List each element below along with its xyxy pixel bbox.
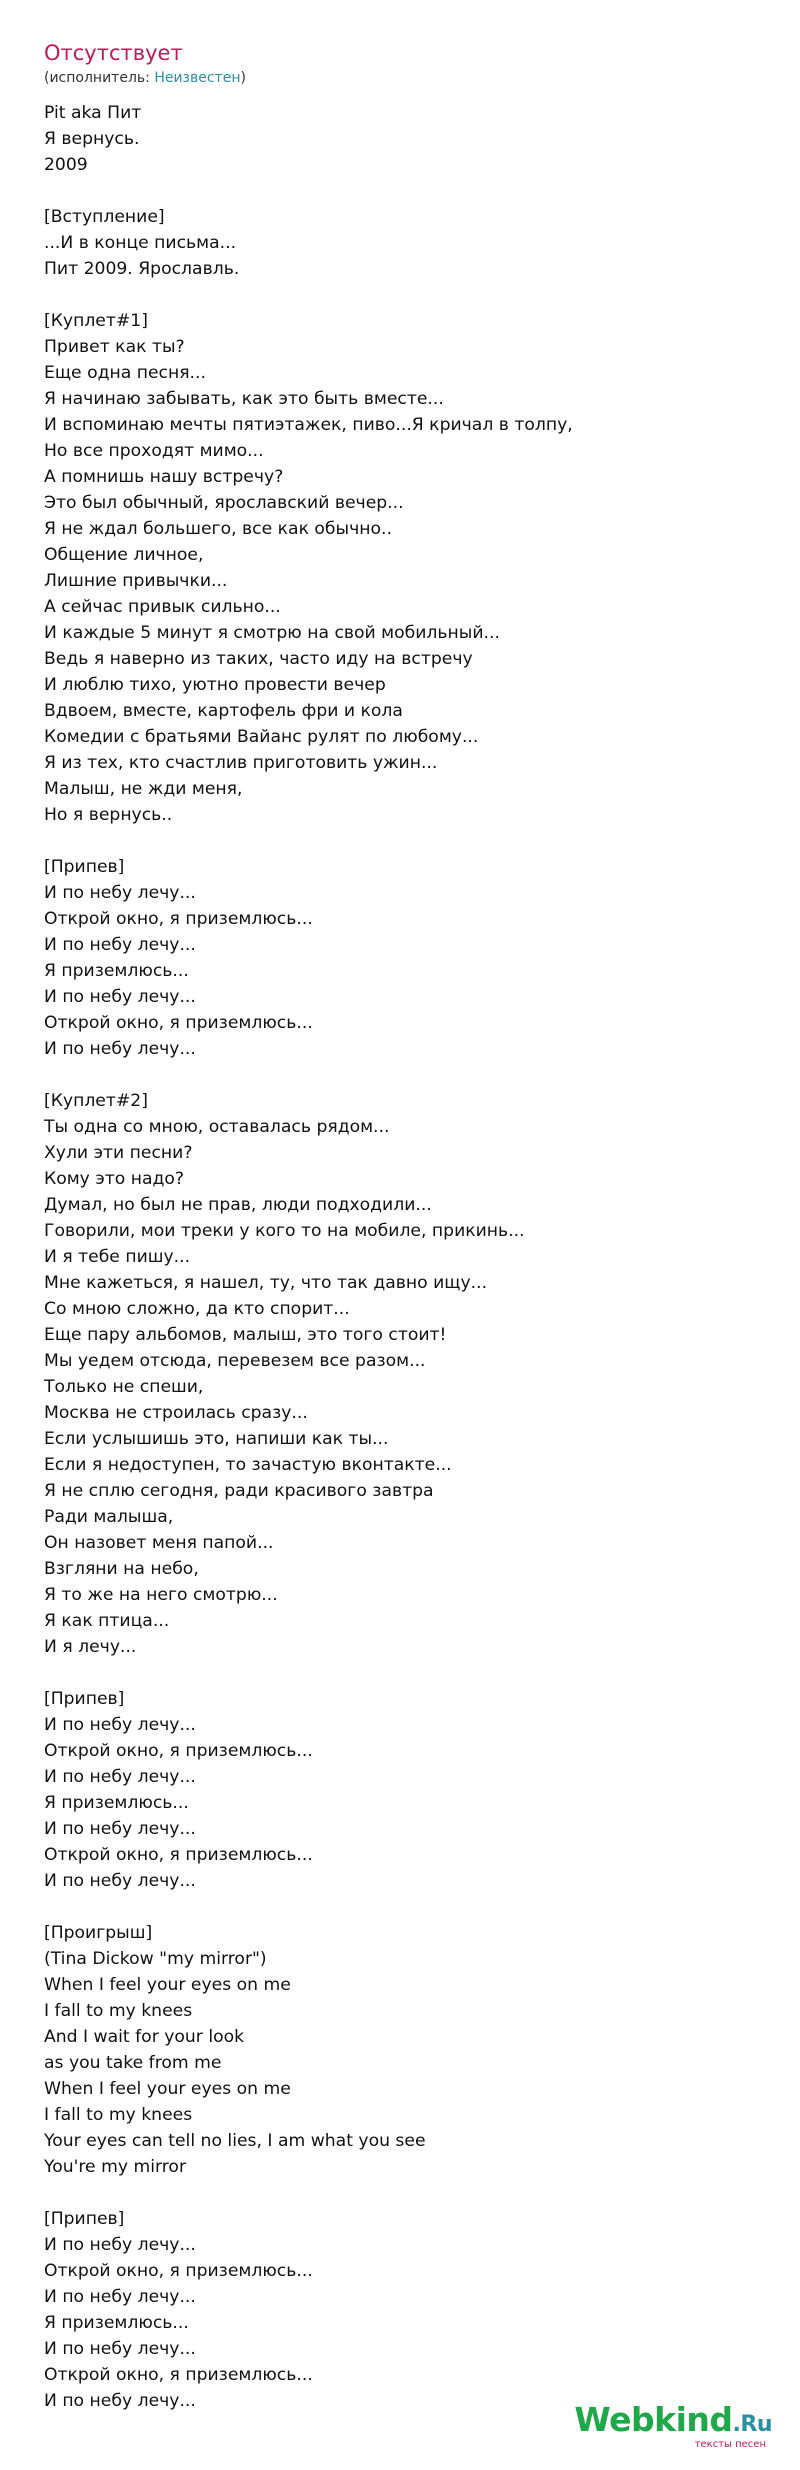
lyric-line: Я не ждал большего, все как обычно.. xyxy=(44,519,392,539)
lyric-line: Привет как ты? xyxy=(44,337,185,357)
lyric-line: Еще пару альбомов, малыш, это того стоит! xyxy=(44,1325,447,1345)
lyric-line: Открой окно, я приземлюсь... xyxy=(44,909,313,929)
artist-suffix: ) xyxy=(240,70,246,86)
lyric-line: Общение личное, xyxy=(44,545,204,565)
song-title: Отсутствует xyxy=(44,41,183,65)
lyric-line: Я вернусь. xyxy=(44,129,140,149)
lyric-line: [Куплет#1] xyxy=(44,311,148,331)
lyric-line: When I feel your eyes on me xyxy=(44,1975,291,1995)
lyric-line: Ведь я наверно из таких, часто иду на встречу xyxy=(44,649,473,669)
lyric-line: [Припев] xyxy=(44,1689,125,1709)
lyric-line: И по небу лечу... xyxy=(44,2287,196,2307)
lyric-line: Но я вернусь.. xyxy=(44,805,173,825)
lyric-blank-line xyxy=(44,282,764,308)
lyric-line: Your eyes can tell no lies, I am what you see xyxy=(44,2131,426,2151)
lyric-line: Еще одна песня... xyxy=(44,363,206,383)
lyric-blank-line xyxy=(44,1062,764,1088)
lyric-line: И по небу лечу... xyxy=(44,1767,196,1787)
lyric-line: И вспоминаю мечты пятиэтажек, пиво...Я кричал в толпу, xyxy=(44,415,573,435)
lyric-line: Я из тех, кто счастлив приготовить ужин... xyxy=(44,753,438,773)
lyric-line: И я тебе пишу... xyxy=(44,1247,191,1267)
lyric-line: Пит 2009. Ярославль. xyxy=(44,259,240,279)
lyric-line: Я начинаю забывать, как это быть вместе... xyxy=(44,389,444,409)
lyric-line: When I feel your eyes on me xyxy=(44,2079,291,2099)
lyric-line: ...И в конце письма... xyxy=(44,233,237,253)
lyric-line: [Припев] xyxy=(44,857,125,877)
lyric-line: И по небу лечу... xyxy=(44,935,196,955)
lyric-line: Мы уедем отсюда, перевезем все разом... xyxy=(44,1351,426,1371)
lyric-line: И по небу лечу... xyxy=(44,2339,196,2359)
lyric-line: [Вступление] xyxy=(44,207,165,227)
lyric-line: Только не спеши, xyxy=(44,1377,204,1397)
lyric-line: (Tina Dickow "my mirror") xyxy=(44,1949,267,1969)
logo-tld: .Ru xyxy=(732,2412,772,2437)
lyric-line: Москва не строилась сразу... xyxy=(44,1403,308,1423)
lyric-line: Мне кажеться, я нашел, ту, что так давно ищу... xyxy=(44,1273,488,1293)
lyric-line: Вдвоем, вместе, картофель фри и кола xyxy=(44,701,403,721)
lyric-line: И по небу лечу... xyxy=(44,1039,196,1059)
lyric-line: Хули эти песни? xyxy=(44,1143,193,1163)
lyric-line: [Проигрыш] xyxy=(44,1923,153,1943)
lyric-line: Если я недоступен, то зачастую вконтакте... xyxy=(44,1455,452,1475)
lyric-blank-line xyxy=(44,828,764,854)
logo-main-text: Webkind xyxy=(574,2400,733,2439)
lyric-line: [Куплет#2] xyxy=(44,1091,148,1111)
lyric-line: Взгляни на небо, xyxy=(44,1559,199,1579)
lyrics-text xyxy=(44,100,764,2414)
lyric-line: Pit aka Пит xyxy=(44,103,142,123)
lyric-line: And I wait for your look xyxy=(44,2027,245,2047)
lyric-line: А сейчас привык сильно... xyxy=(44,597,281,617)
lyric-line: Ты одна со мною, оставалась рядом... xyxy=(44,1117,390,1137)
lyric-line: И по небу лечу... xyxy=(44,883,196,903)
lyric-line: Думал, но был не прав, люди подходили... xyxy=(44,1195,432,1215)
lyric-line: Открой окно, я приземлюсь... xyxy=(44,1013,313,1033)
lyric-line: Кому это надо? xyxy=(44,1169,185,1189)
lyric-line: Я приземлюсь... xyxy=(44,961,189,981)
logo-wordmark xyxy=(572,2402,772,2443)
lyric-line: Но все проходят мимо... xyxy=(44,441,264,461)
artist-link[interactable]: Неизвестен xyxy=(154,70,241,86)
lyric-line: Это был обычный, ярославский вечер... xyxy=(44,493,404,513)
lyric-line: I fall to my knees xyxy=(44,2001,193,2021)
lyric-line: Открой окно, я приземлюсь... xyxy=(44,2261,313,2281)
lyric-line: 2009 xyxy=(44,155,88,175)
lyric-line: I fall to my knees xyxy=(44,2105,193,2125)
lyric-line: as you take from me xyxy=(44,2053,222,2073)
site-logo[interactable] xyxy=(572,2402,772,2450)
lyric-line: Комедии с братьями Вайанс рулят по любому... xyxy=(44,727,479,747)
lyric-line: И по небу лечу... xyxy=(44,1715,196,1735)
lyric-line: И по небу лечу... xyxy=(44,1871,196,1891)
lyric-blank-line xyxy=(44,1894,764,1920)
lyric-blank-line xyxy=(44,178,764,204)
lyric-line: Ради малыша, xyxy=(44,1507,174,1527)
lyric-line: Со мною сложно, да кто спорит... xyxy=(44,1299,350,1319)
lyric-line: И по небу лечу... xyxy=(44,987,196,1007)
lyric-blank-line xyxy=(44,2180,764,2206)
lyric-line: You're my mirror xyxy=(44,2157,187,2177)
lyric-line: Я приземлюсь... xyxy=(44,1793,189,1813)
lyric-line: Он назовет меня папой... xyxy=(44,1533,274,1553)
lyric-line: Малыш, не жди меня, xyxy=(44,779,243,799)
lyric-line: И по небу лечу... xyxy=(44,2235,196,2255)
logo-subtitle: тексты песен xyxy=(694,2439,766,2450)
lyric-line: И каждые 5 минут я смотрю на свой мобильный... xyxy=(44,623,500,643)
artist-line xyxy=(44,68,764,88)
lyric-line: Если услышишь это, напиши как ты... xyxy=(44,1429,389,1449)
lyric-line: И я лечу... xyxy=(44,1637,137,1657)
lyric-line: [Припев] xyxy=(44,2209,125,2229)
lyric-line: И люблю тихо, уютно провести вечер xyxy=(44,675,386,695)
lyric-line: И по небу лечу... xyxy=(44,1819,196,1839)
lyric-line: Открой окно, я приземлюсь... xyxy=(44,1845,313,1865)
lyric-line: Открой окно, я приземлюсь... xyxy=(44,2365,313,2385)
lyric-line: Я то же на него смотрю... xyxy=(44,1585,278,1605)
artist-prefix: (исполнитель: xyxy=(44,70,155,86)
lyrics-page xyxy=(44,38,764,2414)
lyric-blank-line xyxy=(44,1660,764,1686)
lyric-line: Я приземлюсь... xyxy=(44,2313,189,2333)
lyric-line: А помнишь нашу встречу? xyxy=(44,467,284,487)
lyric-line: Я не сплю сегодня, ради красивого завтра xyxy=(44,1481,434,1501)
lyric-line: И по небу лечу... xyxy=(44,2391,196,2411)
lyric-line: Открой окно, я приземлюсь... xyxy=(44,1741,313,1761)
lyric-line: Лишние привычки... xyxy=(44,571,228,591)
lyric-line: Я как птица... xyxy=(44,1611,170,1631)
lyric-line: Говорили, мои треки у кого то на мобиле, прикинь... xyxy=(44,1221,525,1241)
